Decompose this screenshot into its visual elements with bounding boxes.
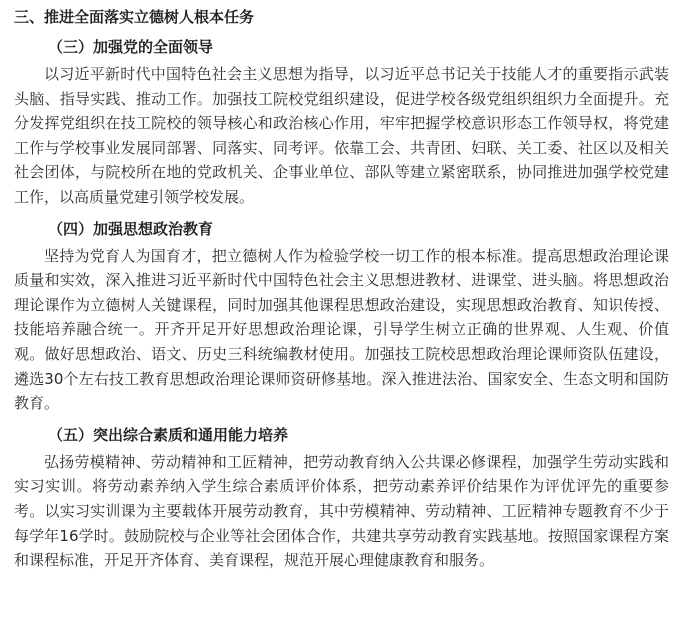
subsection-ideological-education	[14, 218, 669, 416]
subsection-comprehensive-quality	[14, 424, 669, 573]
section-heading: 三、推进全面落实立德树人根本任务	[14, 8, 255, 26]
subsection-heading: （五）突出综合素质和通用能力培养	[48, 425, 289, 444]
subsection-heading: （三）加强党的全面领导	[48, 38, 214, 56]
subsection-paragraph: 弘扬劳模精神、劳动精神和工匠精神，把劳动教育纳入公共课必修课程，加强学生劳动实践和实习实训。将劳动素养纳入学生综合素质评价体系，把劳动素养评价结果作为评优评先的重要参考。以实习实训课为主要载体开展劳动教育，其中劳模精神、劳动精神、工匠精神专题教育不少于每学年16学时。鼓励院校与企业等社会团体合作，共建共享劳动教育实践基地。按照国家课程方案和课程标准，开足开齐体育、美育课程，规范开展心理健康教育和服务。	[14, 452, 669, 570]
subsection-party-leadership	[14, 36, 669, 210]
subsection-paragraph: 以习近平新时代中国特色社会主义思想为指导，以习近平总书记关于技能人才的重要指示武装头脑、指导实践、推动工作。加强技工院校党组织建设，促进学校各级党组织组织力全面提升。充分发挥党组织在技工院校的领导核心和政治核心作用，牢牢把握学校意识形态工作领导权，将党建工作与学校事业发展同部署、同落实、同考评。依靠工会、共青团、妇联、关工委、社区以及相关社会团体，与院校所在地的党政机关、企事业单位、部队等建立紧密联系，协同推进加强学校党建工作，以高质量党建引领学校发展。	[14, 65, 669, 206]
subsection-heading: （四）加强思想政治教育	[48, 219, 214, 238]
subsection-paragraph: 坚持为党育人为国育才，把立德树人作为检验学校一切工作的根本标准。提高思想政治理论课质量和实效，深入推进习近平新时代中国特色社会主义思想进教材、进课堂、进头脑。将思想政治理论课作为立德树人关键课程，同时加强其他课程思想政治建设，实现思想政治教育、知识传授、技能培养融合统一。开齐开足开好思想政治理论课，引导学生树立正确的世界观、人生观、价值观。做好思想政治、语文、历史三科统编教材使用。加强技工院校思想政治理论课师资队伍建设，遴选30个左右技工教育思想政治理论课师资研修基地。深入推进法治、国家安全、生态文明和国防教育。	[14, 246, 669, 413]
